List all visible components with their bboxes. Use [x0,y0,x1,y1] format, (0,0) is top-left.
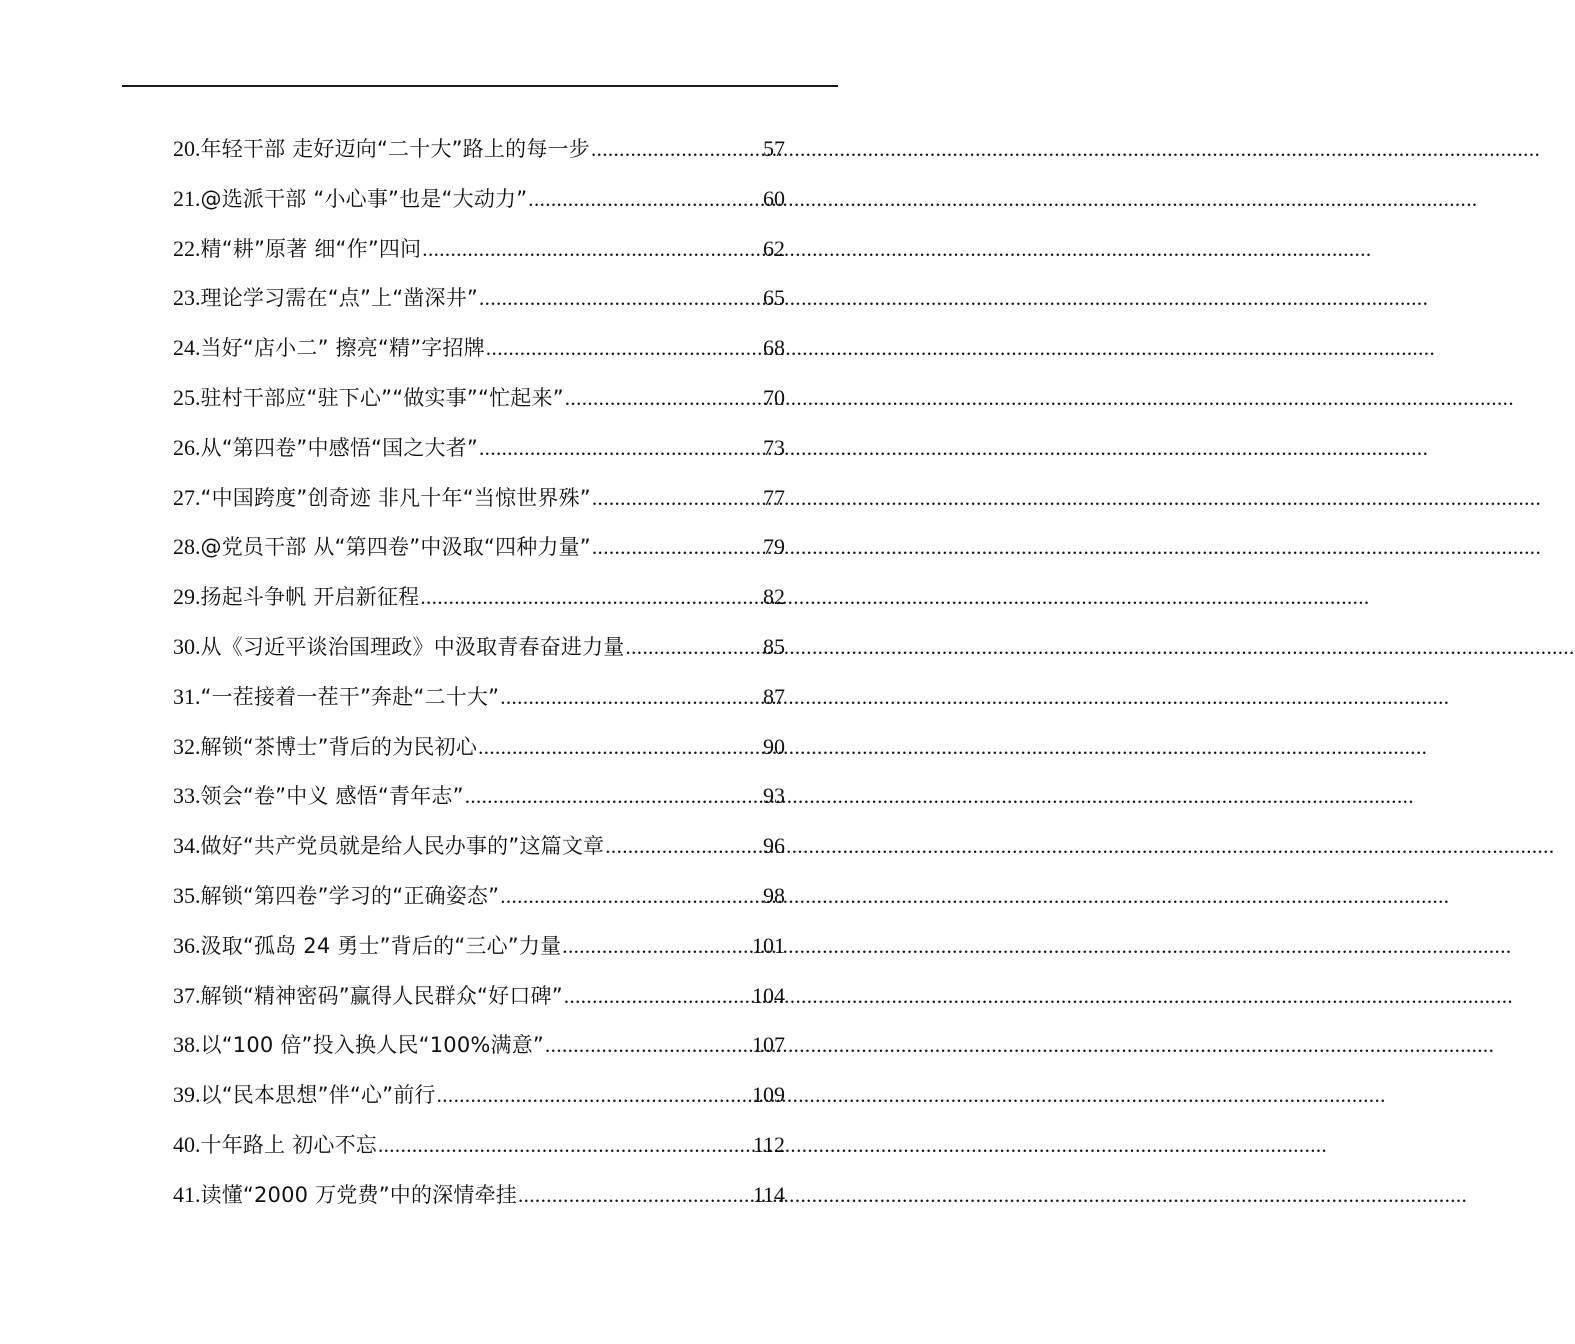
toc-entry-title: 解锁“第四卷”学习的“正确姿态” [200,883,500,908]
toc-entry[interactable] [173,1124,785,1174]
toc-entry-title: “中国跨度”创奇迹 非凡十年“当惊世界殊” [200,485,591,510]
toc-entry[interactable] [173,726,785,776]
toc-dot-leader [478,277,763,319]
toc-entry[interactable] [173,526,785,576]
toc-entry-title: “一茬接着一茬干”奔赴“二十大” [200,684,500,709]
toc-entry-page: 85 [763,633,785,659]
toc-dot-leader [477,726,763,768]
toc-entry-page: 98 [763,882,785,908]
toc-entry-number: 36. [173,932,201,958]
toc-entry-page: 62 [763,235,785,261]
toc-entry-number: 20. [173,136,201,161]
toc-entry-number: 33. [173,783,201,809]
toc-entry-page: 77 [763,484,785,510]
toc-entry[interactable] [173,427,785,477]
toc-entry[interactable] [173,775,785,825]
toc-entry[interactable] [173,626,785,676]
toc-dot-leader [527,178,763,220]
toc-entry-number: 35. [173,882,201,908]
toc-dot-leader [419,576,763,618]
toc-entry[interactable] [173,925,785,975]
toc-dot-leader [499,875,763,917]
toc-entry[interactable] [173,377,785,427]
toc-entry-title: 十年路上 初心不忘 [200,1132,377,1157]
toc-entry-page: 96 [763,833,785,859]
toc-dot-leader [478,427,763,469]
toc-entry-page: 60 [763,185,785,211]
toc-entry-number: 32. [173,733,201,759]
toc-entry-number: 34. [173,833,201,859]
toc-dot-leader [544,1024,752,1066]
toc-entry-page: 79 [763,534,785,560]
table-of-contents [173,128,785,1224]
toc-dot-leader [591,477,763,519]
toc-entry-page: 70 [763,384,785,410]
toc-dot-leader [517,1174,753,1216]
toc-entry-page: 65 [763,285,785,311]
toc-entry-number: 21. [173,185,201,211]
toc-entry[interactable] [173,1024,785,1074]
toc-dot-leader [377,1124,753,1166]
toc-entry-page: 57 [763,136,785,161]
toc-entry-page: 112 [752,1131,785,1157]
toc-dot-leader [485,327,763,369]
toc-entry-title: 汲取“孤岛 24 勇士”背后的“三心”力量 [200,933,562,958]
toc-entry-title: 当好“店小二” 擦亮“精”字招牌 [200,336,485,361]
toc-entry-number: 39. [173,1082,201,1108]
toc-entry-page: 114 [752,1181,785,1207]
toc-entry-title: 从“第四卷”中感悟“国之大者” [200,435,479,460]
toc-dot-leader [563,975,752,1017]
toc-entry[interactable] [173,178,785,228]
toc-entry-title: 理论学习需在“点”上“凿深井” [200,286,479,311]
toc-entry-page: 93 [763,783,785,809]
toc-entry-title: 以“100 倍”投入换人民“100%满意” [200,1033,545,1058]
toc-entry-page: 109 [752,1082,785,1108]
toc-dot-leader [436,1074,752,1116]
toc-entry-title: 从《习近平谈治国理政》中汲取青春奋进力量 [200,634,625,659]
toc-entry[interactable] [173,277,785,327]
toc-entry-title: 驻村干部应“驻下心”“做实事”“忙起来” [200,385,564,410]
toc-dot-leader [499,676,763,718]
header-rule [122,85,838,87]
toc-entry-title: 以“民本思想”伴“心”前行 [200,1083,436,1108]
toc-entry-number: 24. [173,335,201,361]
toc-entry-number: 22. [173,235,201,261]
toc-entry[interactable] [173,576,785,626]
toc-entry-title: 年轻干部 走好迈向“二十大”路上的每一步 [200,137,590,161]
toc-entry-title: 解锁“茶博士”背后的为民初心 [200,734,478,759]
toc-dot-leader [590,128,763,170]
toc-entry-page: 104 [752,982,785,1008]
toc-entry[interactable] [173,327,785,377]
toc-entry-number: 26. [173,434,201,460]
toc-entry-number: 41. [173,1181,201,1207]
toc-dot-leader [464,775,763,817]
toc-entry-page: 82 [763,584,785,610]
toc-entry-title: 解锁“精神密码”赢得人民群众“好口碑” [200,983,563,1008]
toc-entry-title: 做好“共产党员就是给人民办事的”这篇文章 [200,834,605,859]
toc-entry-title: 领会“卷”中义 感悟“青年志” [200,784,464,809]
toc-entry-number: 27. [173,484,201,510]
toc-entry-title: @选派干部 “小心事”也是“大动力” [200,186,528,211]
toc-entry-number: 40. [173,1131,201,1157]
toc-entry-number: 29. [173,584,201,610]
toc-entry[interactable] [173,975,785,1025]
toc-entry-title: 精“耕”原著 细“作”四问 [200,236,422,261]
toc-entry[interactable] [173,477,785,527]
toc-entry-page: 68 [763,335,785,361]
toc-entry-number: 31. [173,683,201,709]
toc-entry[interactable] [173,1074,785,1124]
toc-entry-page: 73 [763,434,785,460]
toc-entry-page: 107 [752,1032,785,1058]
toc-entry[interactable] [173,825,785,875]
toc-entry[interactable] [173,128,785,178]
toc-entry-title: 扬起斗争帆 开启新征程 [200,585,420,610]
toc-dot-leader [591,526,763,568]
toc-entry-number: 28. [173,534,201,560]
toc-entry-number: 37. [173,982,201,1008]
toc-dot-leader [421,228,763,270]
toc-entry-number: 30. [173,633,201,659]
toc-entry-title: 读懂“2000 万党费”中的深情牵挂 [200,1182,517,1207]
toc-entry-number: 25. [173,384,201,410]
toc-dot-leader [561,925,752,967]
toc-entry[interactable] [173,228,785,278]
toc-entry-title: @党员干部 从“第四卷”中汲取“四种力量” [200,535,591,560]
toc-entry-page: 90 [763,733,785,759]
toc-entry-number: 38. [173,1032,201,1058]
toc-entry[interactable] [173,1174,785,1224]
toc-dot-leader [604,825,763,867]
toc-entry[interactable] [173,875,785,925]
toc-dot-leader [564,377,763,419]
toc-entry[interactable] [173,676,785,726]
toc-dot-leader [625,626,764,668]
toc-entry-page: 87 [763,683,785,709]
toc-entry-number: 23. [173,285,201,311]
toc-entry-page: 101 [752,932,785,958]
